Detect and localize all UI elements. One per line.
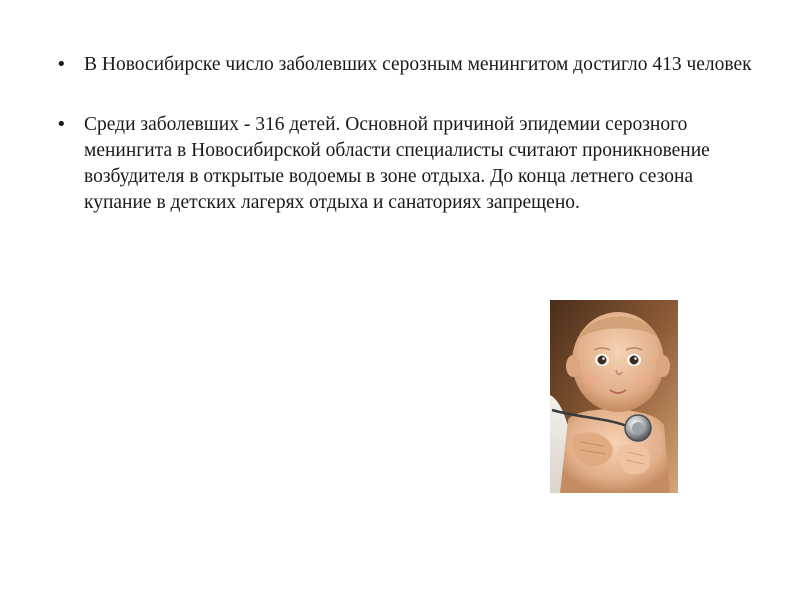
baby-with-stethoscope-image	[550, 300, 678, 493]
bullet-text-2: Среди заболевших - 316 детей. Основной причиной эпидемии серозного менингита в Новосибирской области специалисты считают проникновение возбудителя в открытые водоемы в зоне отдыха. До конца летнего сезона купание в детских лагерях отдыха и санаториях запрещено.	[84, 114, 710, 213]
bullet-item-1	[56, 52, 756, 78]
bullet-list	[56, 52, 756, 250]
bullet-marker: •	[56, 54, 67, 75]
bullet-item-2	[56, 112, 756, 216]
bullet-text-1: В Новосибирске число заболевших серозным менингитом достигло 413 человек	[84, 54, 752, 75]
bullet-marker: •	[56, 114, 67, 135]
